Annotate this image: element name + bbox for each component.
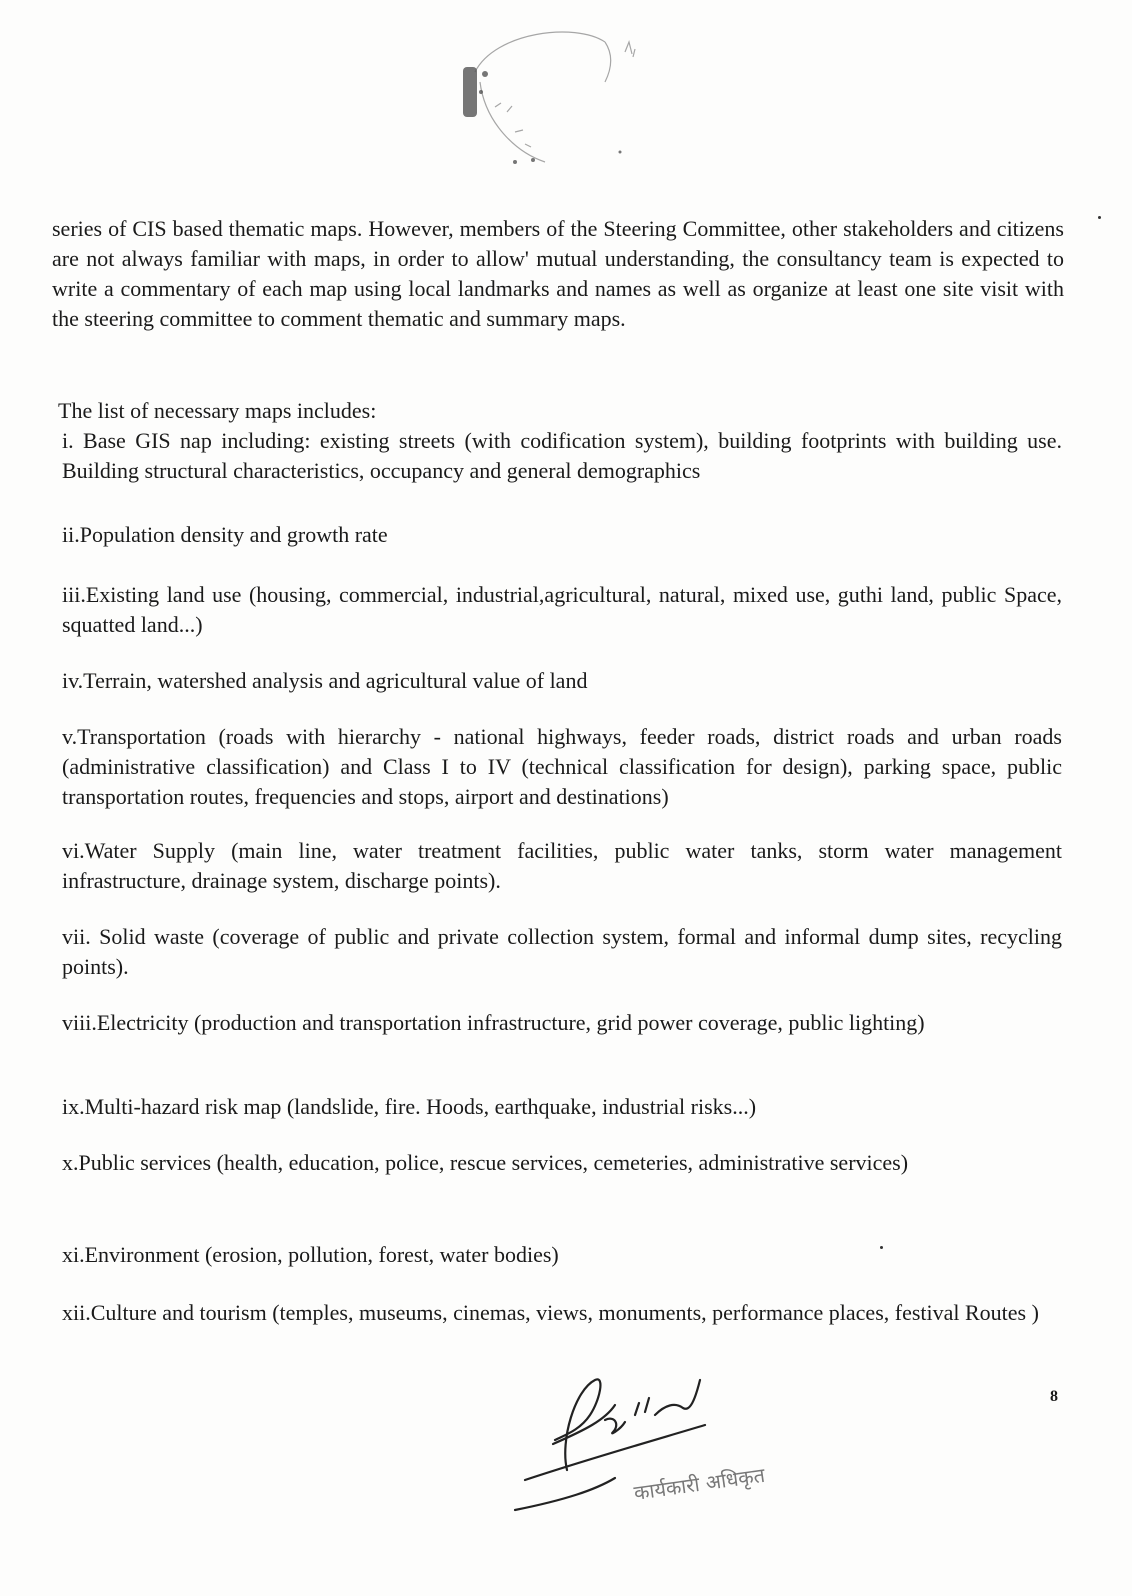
list-item: iii.Existing land use (housing, commercial, industrial,agricultural, natural, mixed use, guthi land, public Space, squatted land...) (62, 582, 1062, 637)
list-item: vi.Water Supply (main line, water treatment facilities, public water tanks, storm water management infrastructure, drainage system, discharge points). (62, 838, 1062, 893)
intro-paragraph: series of CIS based thematic maps. However, members of the Steering Committee, other stakeholders and citizens are not always familiar with maps, in order to allow' mutual understanding, the consultancy team is expected to write a commentary of each map using local landmarks and names as well as organize at least one site visit with the steering committee to comment thematic and summary maps. (52, 216, 1064, 331)
speck-mark (880, 1246, 883, 1249)
list-item: x.Public services (health, education, police, rescue services, cemeteries, administrative services) (62, 1150, 909, 1175)
signature-icon (505, 1360, 835, 1520)
list-item: xii.Culture and tourism (temples, museums, cinemas, views, monuments, performance places, festival Routes ) (62, 1300, 1039, 1325)
list-intro: The list of necessary maps includes: (58, 398, 377, 423)
list-item: iv.Terrain, watershed analysis and agricultural value of land (62, 668, 588, 693)
list-item: xi.Environment (erosion, pollution, forest, water bodies) (62, 1242, 559, 1267)
list-item: v.Transportation (roads with hierarchy - national highways, feeder roads, district roads and urban roads (administrative classification) and Class I to IV (technical classification for design), parking space, public transportation routes, frequencies and stops, airport and destinations) (62, 724, 1062, 809)
list-item: i. Base GIS nap including: existing streets (with codification system), building footprints with building use. Building structural characteristics, occupancy and general demographics (62, 428, 1062, 483)
seal-stamp-icon (455, 12, 675, 182)
signature-caption: कार्यकारी अधिकृत (632, 1462, 767, 1505)
list-item: vii. Solid waste (coverage of public and private collection system, formal and informal dump sites, recycling points). (62, 924, 1062, 979)
list-item: ix.Multi-hazard risk map (landslide, fire. Hoods, earthquake, industrial risks...) (62, 1094, 757, 1119)
speck-mark (1098, 216, 1101, 219)
list-item: viii.Electricity (production and transportation infrastructure, grid power coverage, public lighting) (62, 1010, 925, 1035)
page-number: 8 (1050, 1388, 1058, 1405)
list-item: ii.Population density and growth rate (62, 522, 388, 547)
